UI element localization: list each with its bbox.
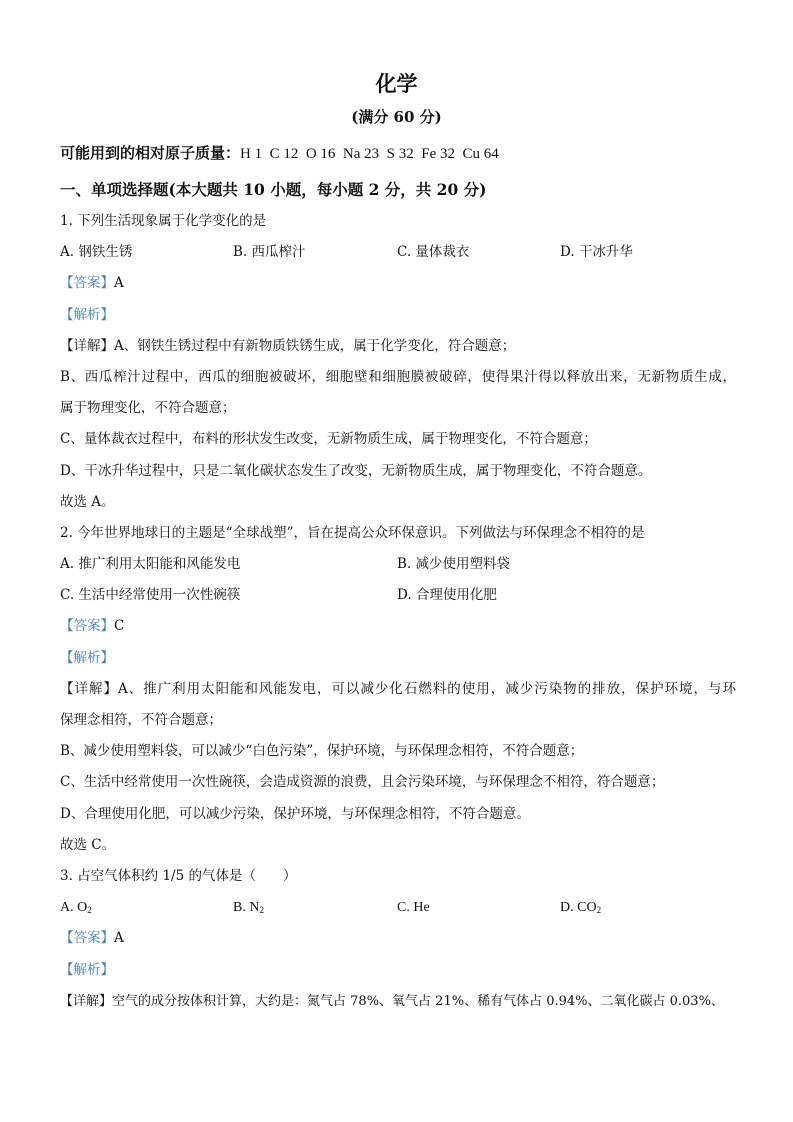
detail-text: A、钢铁生锈过程中有新物质铁锈生成，属于化学变化，符合题意； (114, 337, 516, 354)
detail-label: 【详解】 (60, 337, 114, 354)
detail-label: 【详解】 (60, 680, 118, 697)
full-score: (满分 60 分) (351, 108, 442, 126)
answer-value: A (114, 275, 124, 292)
option-b: B. 西瓜榨汁 (233, 244, 306, 261)
subscript: 2 (87, 905, 92, 916)
atomic-mass-values: H 1 C 12 O 16 Na 23 S 32 Fe 32 Cu 64 (240, 146, 499, 162)
answer-line (60, 923, 736, 954)
option-a: A. 推广利用太阳能和风能发电 (60, 556, 241, 573)
answer-label: 【答案】 (60, 275, 114, 292)
detail-line (60, 674, 736, 705)
option-d: D. 干冰升华 (560, 244, 633, 261)
detail-line: C、生活中经常使用一次性碗筷，会造成资源的浪费，且会污染环境，与环保理念不相符，符合题意； (60, 774, 665, 791)
atomic-mass-line (60, 142, 499, 163)
option-c: C. 量体裁衣 (397, 244, 470, 261)
answer-value: C (114, 618, 125, 635)
document-title: 化学 (375, 71, 418, 96)
detail-line: D、合理使用化肥，可以减少污染，保护环境，与环保理念相符，不符合题意。 (60, 805, 530, 822)
subscript: 2 (259, 905, 264, 916)
detail-label: 【详解】 (60, 993, 113, 1009)
detail-line: C、量体裁衣过程中，布料的形状发生改变，无新物质生成，属于物理变化，不符合题意； (60, 431, 597, 448)
options-row (60, 549, 736, 580)
detail-text: A、推广利用太阳能和风能发电，可以减少化石燃料的使用，减少污染物的排放，保护环境，与环 (117, 680, 737, 697)
conclusion: 故选 A。 (60, 493, 115, 510)
answer-line (60, 611, 736, 642)
option-b (233, 892, 264, 926)
atomic-mass-label: 可能用到的相对原子质量： (60, 144, 241, 162)
detail-line: B、减少使用塑料袋，可以减少“白色污染”，保护环境，与环保理念相符，不符合题意； (60, 743, 584, 760)
option-text: D. CO (560, 900, 597, 916)
question-list (60, 206, 736, 1017)
option-a: A. 钢铁生锈 (60, 244, 133, 261)
option-b: B. 减少使用塑料袋 (397, 556, 511, 573)
question-stem: 3. 占空气体积约 1/5 的气体是（ ） (60, 867, 297, 884)
detail-line: 保理念相符，不符合题意； (60, 712, 222, 728)
option-d: D. 合理使用化肥 (397, 587, 497, 604)
option-c (397, 892, 430, 923)
detail-line: B、西瓜榨汁过程中，西瓜的细胞被破坏，细胞壁和细胞膜被破碎，使得果汁得以释放出来，无新物质生成， (60, 368, 736, 385)
options-row (60, 237, 736, 268)
answer-label: 【答案】 (60, 930, 114, 947)
answer-label: 【答案】 (60, 618, 114, 635)
detail-line: D、干冰升华过程中，只是二氧化碳状态发生了改变，无新物质生成，属于物理变化，不符合题意。 (60, 462, 652, 479)
option-text: A. O (60, 900, 88, 916)
detail-line (60, 331, 736, 362)
options-row (60, 580, 736, 611)
subscript: 2 (596, 905, 602, 916)
detail-line (60, 986, 736, 1017)
option-c: C. 生活中经常使用一次性碗筷 (60, 587, 241, 604)
option-d (560, 892, 601, 926)
analysis-label: 【解析】 (60, 961, 114, 978)
question-stem: 1. 下列生活现象属于化学变化的是 (60, 213, 267, 229)
option-text: B. N (233, 900, 260, 916)
conclusion: 故选 C。 (60, 836, 116, 853)
section-heading: 一、单项选择题(本大题共 10 小题，每小题 2 分，共 20 分) (60, 180, 487, 199)
question-stem: 2. 今年世界地球日的主题是“全球战塑”，旨在提高公众环保意识。下列做法与环保理念不相符的是 (60, 524, 645, 541)
analysis-label: 【解析】 (60, 306, 114, 323)
options-row (60, 892, 736, 923)
detail-line: 属于物理变化，不符合题意； (60, 400, 236, 417)
analysis-label: 【解析】 (60, 649, 114, 666)
option-text: C. He (397, 900, 430, 916)
detail-text: 空气的成分按体积计算，大约是：氮气占 78%、氧气占 21%、稀有气体占 0.94%、二氧化碳占 0.03%、 (112, 993, 724, 1009)
answer-value: A (114, 930, 124, 947)
option-a (60, 892, 92, 926)
answer-line (60, 268, 736, 299)
